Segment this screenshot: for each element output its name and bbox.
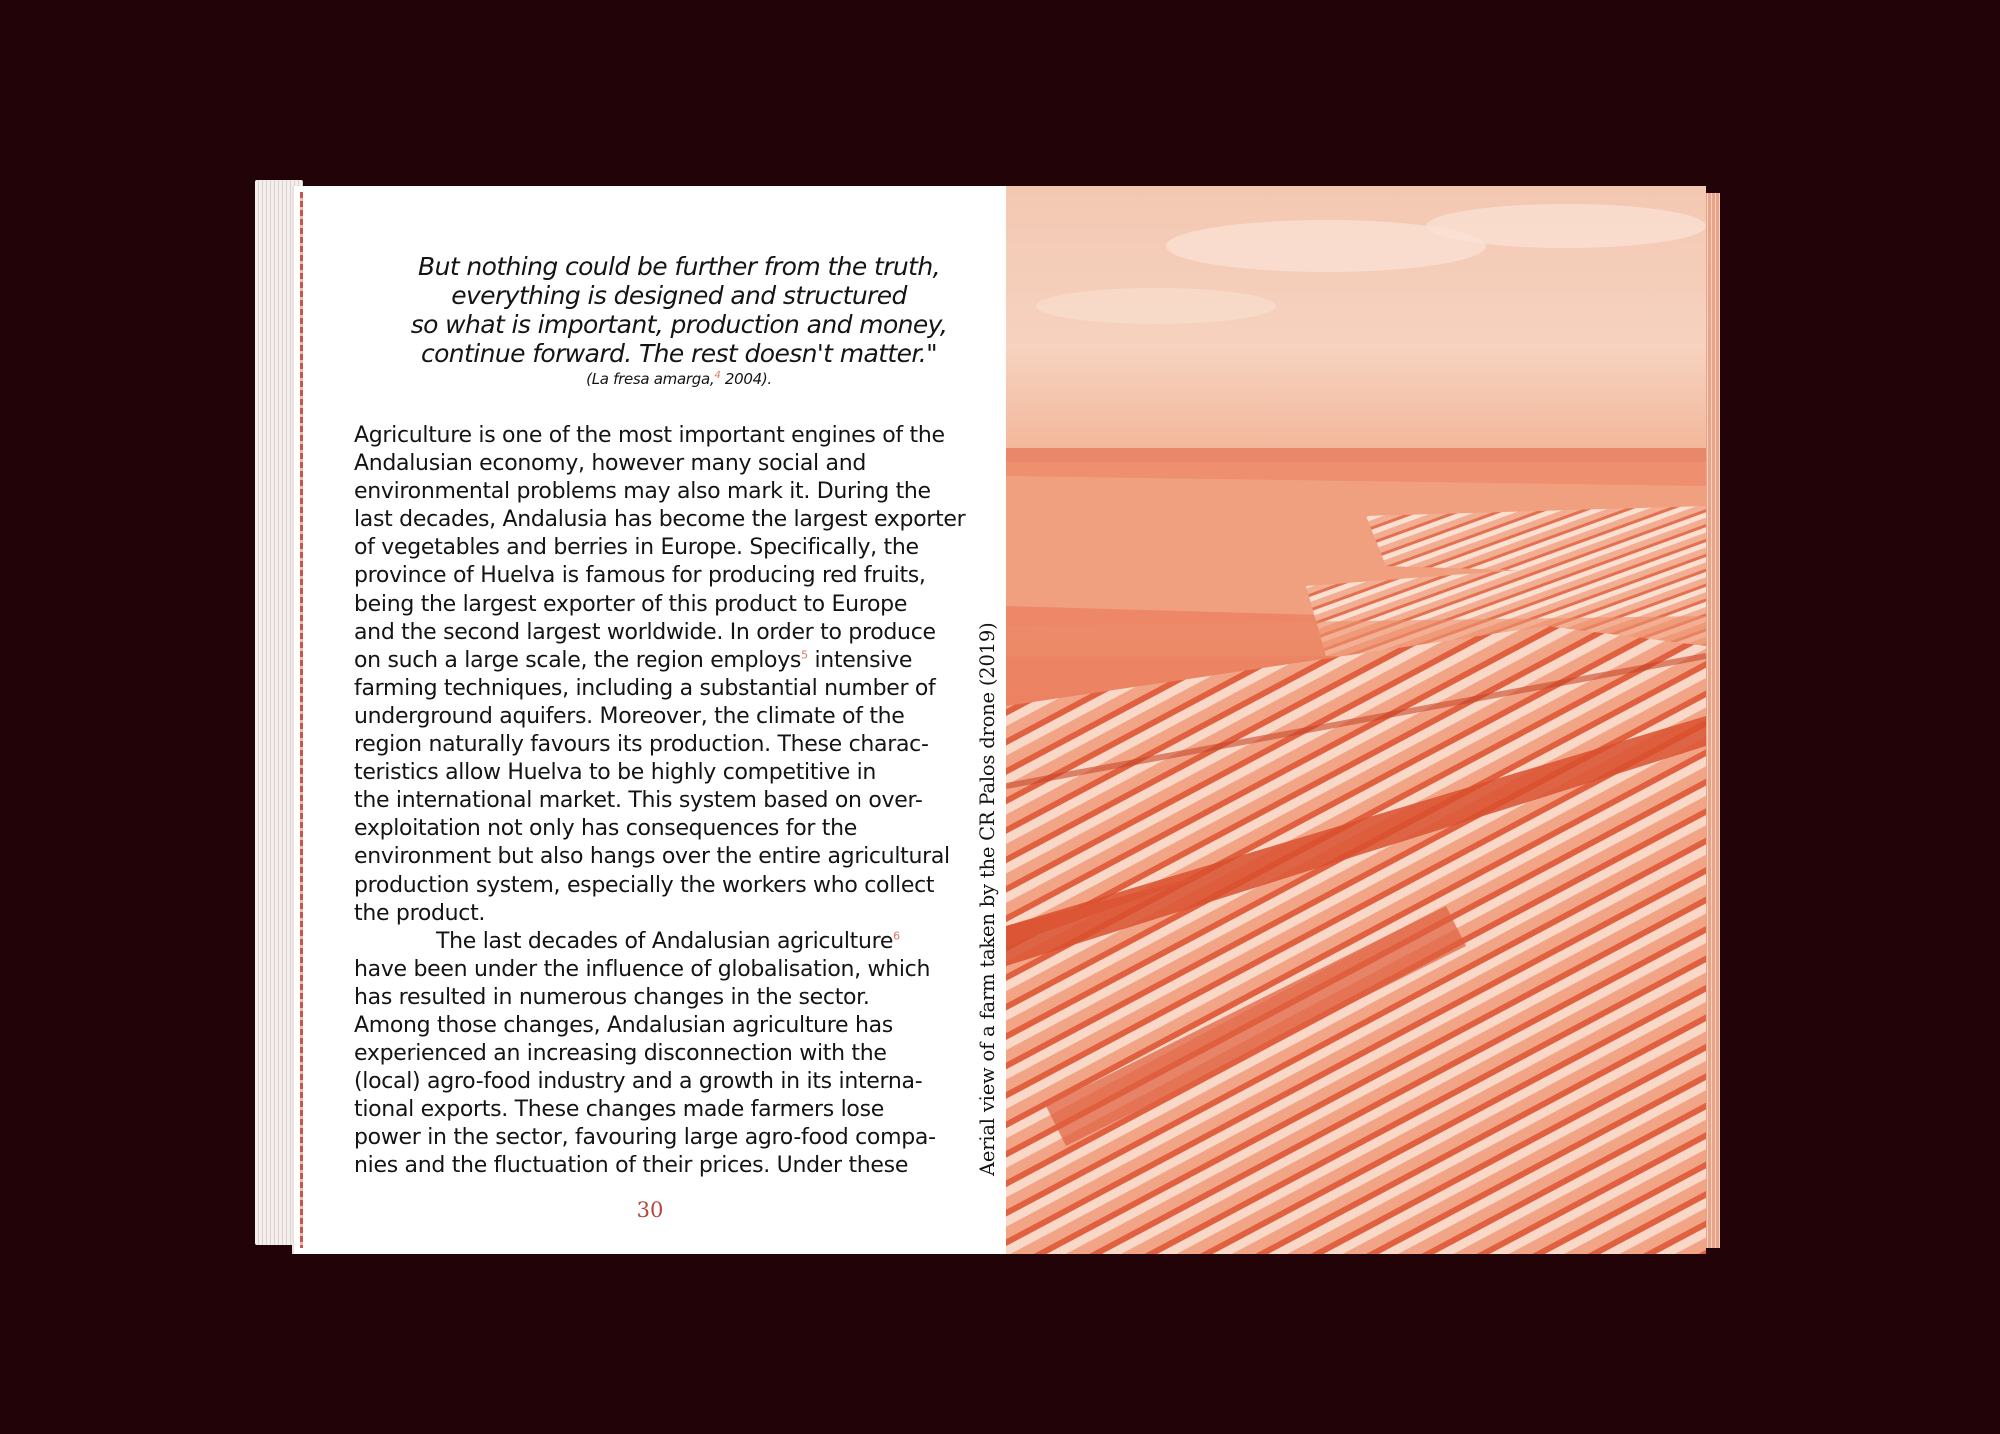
- aerial-greenhouse-photo: [1006, 186, 1706, 1254]
- photo-caption: Aerial view of a farm taken by the CR Palos drone (2019): [976, 622, 999, 1176]
- text-line: Agriculture is one of the most important engines of the: [354, 423, 945, 448]
- text-line: farming techniques, including a substantial number of: [354, 675, 936, 701]
- text-line: has resulted in numerous changes in the sector.: [354, 984, 870, 1010]
- text-line: of vegetables and berries in Europe. Specifically, the: [354, 535, 919, 561]
- text-line: province of Huelva is famous for producing red fruits,: [354, 563, 926, 589]
- footnote-marker: 4: [714, 370, 721, 381]
- text-line: [354, 928, 984, 956]
- text-line: Among those changes, Andalusian agriculture has: [354, 1012, 893, 1038]
- left-page: [294, 186, 1006, 1254]
- text-line: nies and the fluctuation of their prices. Under these: [354, 1153, 909, 1179]
- text-line: production system, especially the workers who collect: [354, 872, 935, 898]
- text-line: environment but also hangs over the entire agricultural: [354, 844, 950, 870]
- text-line: region naturally favours its production. These charac-: [354, 732, 929, 758]
- text-line: the product.: [354, 900, 486, 926]
- text-fragment: on such a large scale, the region employs: [354, 647, 802, 673]
- quote-line: everything is designed and structured: [451, 281, 907, 310]
- page-number: 30: [636, 1198, 664, 1222]
- footnote-marker: 6: [893, 929, 900, 943]
- text-line: tional exports. These changes made farmers lose: [354, 1097, 884, 1123]
- binding-edge: [300, 192, 303, 1248]
- text-line: [354, 647, 984, 675]
- text-line: being the largest exporter of this product to Europe: [354, 591, 908, 617]
- quote-line: But nothing could be further from the truth,: [418, 252, 940, 281]
- text-line: have been under the influence of globalisation, which: [354, 956, 931, 982]
- text-line: teristics allow Huelva to be highly competitive in: [354, 760, 877, 786]
- text-fragment: intensive: [807, 647, 913, 673]
- text-line: (local) agro-food industry and a growth in its interna-: [354, 1069, 923, 1095]
- quote-line: continue forward. The rest doesn't matter.": [420, 339, 938, 368]
- text-line: the international market. This system based on over-: [354, 788, 923, 814]
- text-line: exploitation not only has consequences for the: [354, 816, 858, 842]
- text-line: environmental problems may also mark it. During the: [354, 479, 931, 505]
- citation-year: 2004).: [720, 370, 772, 388]
- footnote-marker: 5: [801, 648, 808, 662]
- citation-source: (La fresa amarga,: [586, 370, 715, 388]
- text-line: and the second largest worldwide. In order to produce: [354, 619, 936, 645]
- right-page: [1006, 186, 1706, 1254]
- epigraph-quote: [384, 252, 974, 368]
- text-fragment: The last decades of Andalusian agriculture: [436, 928, 894, 954]
- text-line: Andalusian economy, however many social and: [354, 451, 867, 477]
- text-line: power in the sector, favouring large agro-food compa-: [354, 1125, 936, 1151]
- text-line: experienced an increasing disconnection with the: [354, 1041, 887, 1067]
- quote-line: so what is important, production and money,: [410, 310, 948, 339]
- quote-citation: [384, 370, 974, 388]
- text-line: underground aquifers. Moreover, the climate of the: [354, 703, 905, 729]
- text-line: last decades, Andalusia has become the largest exporter: [354, 507, 966, 533]
- body-text: [354, 422, 984, 1181]
